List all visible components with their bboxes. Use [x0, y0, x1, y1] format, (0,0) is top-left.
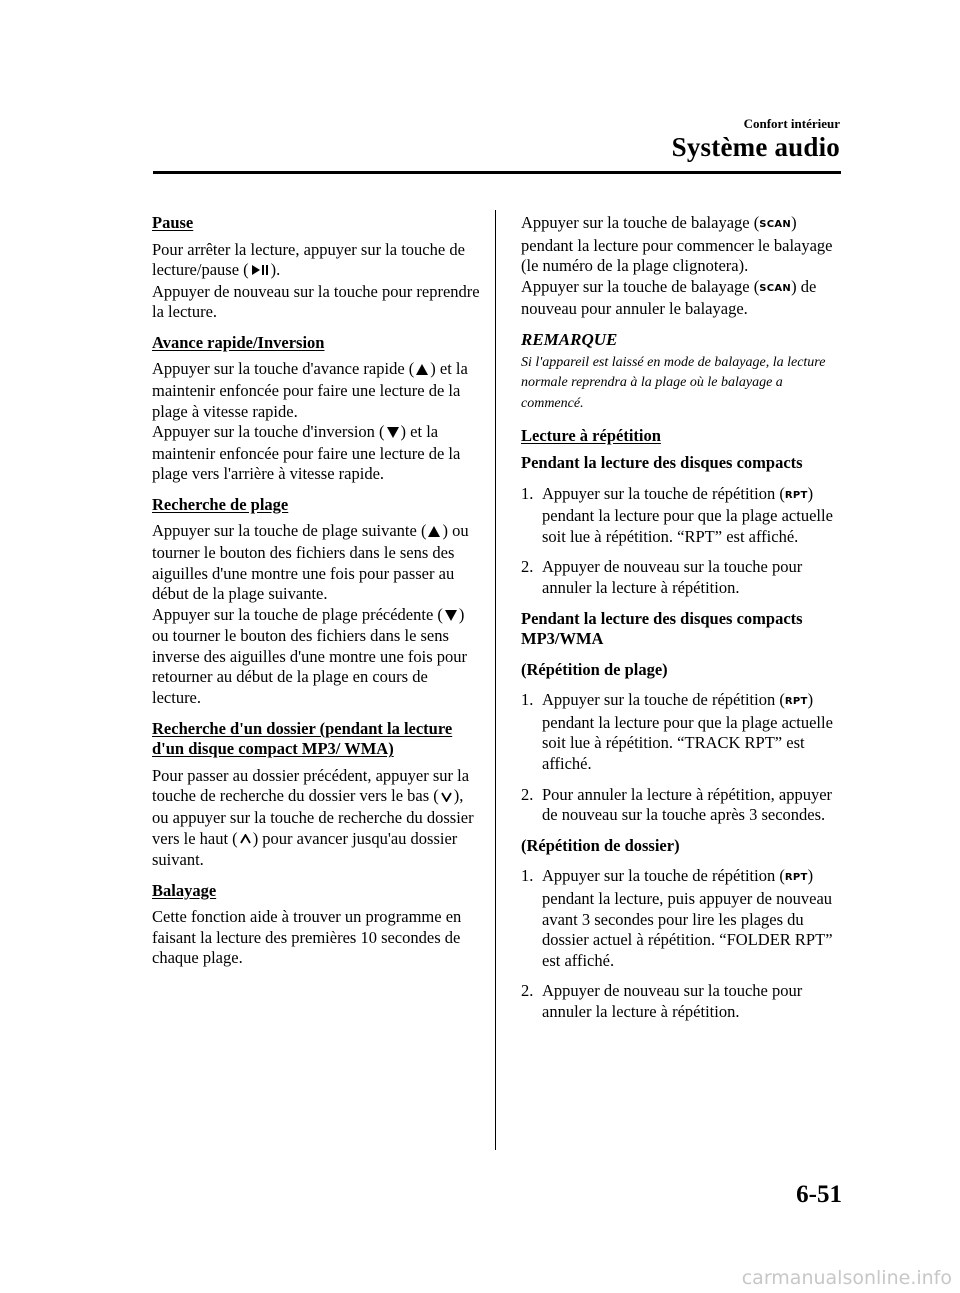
- rpt-button-icon: RPT: [784, 489, 808, 501]
- scan-button-icon: SCAN: [759, 282, 792, 294]
- page-title: Système audio: [671, 132, 840, 162]
- column-divider: [495, 210, 496, 1150]
- note-body: Si l'appareil est laissé en mode de balayage, la lecture normale reprendra à la plage où le balayage a commencé.: [521, 354, 826, 411]
- list-item: 1. Appuyer sur la touche de répétition (RPT) pendant la lecture pour que la plage actuelle soit lue à répétition. “TRACK RPT” est affiché.: [521, 690, 833, 774]
- track-repeat-list: [521, 690, 843, 826]
- chevron-up-icon: [240, 829, 251, 850]
- heading-scan: Balayage: [152, 880, 217, 900]
- scan-button-icon: SCAN: [759, 219, 792, 230]
- folder-paragraph-1: Pour passer au dossier précédent, appuyer sur la touche de recherche du dossier vers le bas ( ), ou appuyer sur la touche de recherche du dossier vers le haut ( ) pour avancer jusqu'au dossier suivant.: [152, 765, 474, 870]
- heading-folder-search: Recherche d'un dossier (pendant la lecture d'un disque compact MP3/ WMA): [152, 718, 453, 759]
- pause-paragraph-2: Appuyer de nouveau sur la touche pour reprendre la lecture.: [152, 281, 480, 322]
- track-paragraph-2: Appuyer sur la touche de plage précédente ( ) ou tourner le bouton des fichiers dans le sens inverse des aiguilles d'une montre une fois pour retourner au début de la plage en cours de lecture.: [152, 604, 468, 708]
- scan-paragraph-3: Appuyer sur la touche de balayage (SCAN) de nouveau pour annuler le balayage.: [521, 276, 817, 319]
- list-item: 2. Pour annuler la lecture à répétition, appuyer de nouveau sur la touche après 3 secondes.: [521, 784, 833, 825]
- ff-paragraph-2: Appuyer sur la touche d'inversion ( ) et la maintenir enfoncée pour faire une lecture de la plage vers l'arrière à vitesse rapide.: [152, 422, 461, 484]
- triangle-up-icon: [416, 360, 428, 381]
- track-paragraph-1: Appuyer sur la touche de plage suivante ( ) ou tourner le bouton des fichiers dans le sens des aiguilles d'une montre une fois pour passer au début de la plage suivante.: [152, 521, 469, 604]
- page-number: 6-51: [796, 1181, 842, 1208]
- list-item: 1. Appuyer sur la touche de répétition (RPT) pendant la lecture pour que la plage actuelle soit lue à répétition. “RPT” est affiché.: [521, 483, 833, 546]
- triangle-up-icon: [428, 522, 440, 543]
- rpt-button-icon: RPT: [784, 696, 808, 708]
- folder-repeat-list: [521, 866, 843, 1022]
- play-pause-icon: [251, 261, 269, 282]
- rpt-button-icon: RPT: [784, 872, 808, 884]
- subheading-mp3: Pendant la lecture des disques compacts MP3/WMA: [521, 608, 803, 649]
- heading-track-search: Recherche de plage: [152, 494, 289, 514]
- ff-paragraph-1: Appuyer sur la touche d'avance rapide ( ) et la maintenir enfoncée pour faire une lecture de la plage à vitesse rapide.: [152, 359, 468, 421]
- heading-pause: Pause: [152, 213, 194, 232]
- scan-paragraph-1: Cette fonction aide à trouver un programme en faisant la lecture des premières 10 secondes de chaque plage.: [152, 907, 462, 968]
- subheading-cd: Pendant la lecture des disques compacts: [521, 452, 803, 472]
- right-column: [521, 213, 843, 1033]
- left-column: [152, 213, 480, 979]
- triangle-down-icon: [387, 423, 399, 444]
- list-item: 2. Appuyer de nouveau sur la touche pour annuler la lecture à répétition.: [521, 981, 803, 1021]
- watermark: carmanualsonline.info: [741, 1267, 952, 1289]
- triangle-down-icon: [445, 606, 457, 627]
- pause-paragraph-1: Pour arrêter la lecture, appuyer sur la touche de lecture/pause ( ).: [152, 240, 480, 282]
- scan-paragraph-2: Appuyer sur la touche de balayage (SCAN) pendant la lecture pour commencer le balayage (le numéro de la plage clignotera).: [521, 213, 833, 276]
- list-item: 2. Appuyer de nouveau sur la touche pour annuler la lecture à répétition.: [521, 557, 803, 597]
- subheading-track-repeat: (Répétition de plage): [521, 659, 668, 679]
- header-rule: [153, 171, 841, 174]
- chevron-down-icon: [441, 787, 452, 808]
- list-item: 1. Appuyer sur la touche de répétition (RPT) pendant la lecture, puis appuyer de nouveau avant 3 secondes pour lire les plages du dossier actuel à répétition. “FOLDER RPT” est affiché.: [521, 866, 833, 970]
- cd-repeat-list: [521, 484, 843, 599]
- heading-repeat: Lecture à répétition: [521, 426, 661, 446]
- note-title: REMARQUE: [521, 329, 618, 349]
- subheading-folder-repeat: (Répétition de dossier): [521, 835, 680, 855]
- heading-fast-forward: Avance rapide/Inversion: [152, 332, 325, 352]
- section-label: Confort intérieur: [743, 116, 840, 131]
